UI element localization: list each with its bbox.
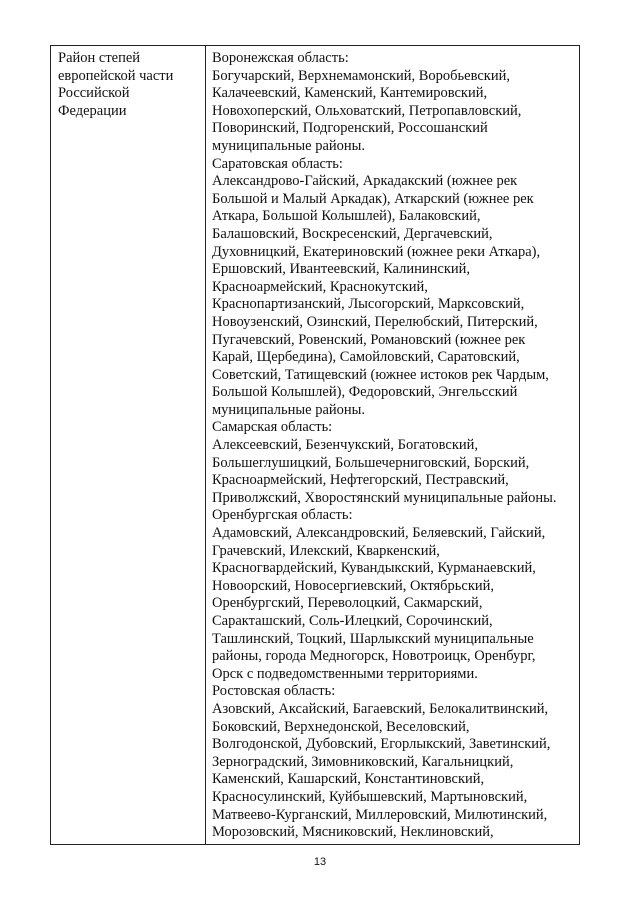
areas-line: Краснопартизанский, Лысогорский, Марксовский,	[212, 296, 525, 313]
areas-line: районы, города Медногорск, Новотроицк, Оренбург,	[212, 648, 536, 665]
areas-line: Волгодонской, Дубовский, Егорлыкский, Заветинский,	[212, 736, 551, 753]
areas-line: Духовницкий, Екатериновский (южнее реки Аткара),	[212, 243, 541, 260]
areas-line: Красногвардейский, Кувандыкский, Курманаевский,	[212, 560, 536, 577]
areas-line: Ташлинский, Тоцкий, Шарлыкский муниципальные	[212, 630, 534, 647]
areas-line: Красноармейский, Нефтегорский, Пестравский,	[212, 472, 509, 489]
region-name-cell	[58, 50, 203, 120]
areas-line: муниципальные районы.	[212, 137, 366, 154]
areas-line: Большой Колышлей), Федоровский, Энгельсский	[212, 384, 518, 401]
areas-line: Новохоперский, Ольховатский, Петропавловский,	[212, 102, 522, 119]
areas-line: Оренбургский, Переволоцкий, Сакмарский,	[212, 595, 483, 612]
areas-line: Приволжский, Хворостянский муниципальные районы.	[212, 489, 557, 506]
areas-line: Грачевский, Илекский, Кваркенский,	[212, 542, 440, 559]
column-divider	[205, 46, 206, 844]
areas-line: Аткара, Большой Колышлей), Балаковский,	[212, 208, 481, 225]
regions-table	[50, 45, 580, 845]
areas-list-cell	[212, 50, 577, 842]
areas-line: Саракташский, Соль-Илецкий, Сорочинский,	[212, 613, 493, 629]
areas-line: Красноармейский, Краснокутский,	[212, 278, 428, 295]
areas-line: муниципальные районы.	[212, 401, 366, 418]
areas-line: Морозовский, Мясниковский, Неклиновский,	[212, 824, 494, 841]
areas-line: Красносулинский, Куйбышевский, Мартыновский,	[212, 788, 528, 805]
areas-line: Поворинский, Подгоренский, Россошанский	[212, 120, 488, 137]
areas-line: Александрово-Гайский, Аркадакский (южнее рек	[212, 173, 518, 190]
areas-line: Большеглушицкий, Большечерниговский, Борский,	[212, 454, 530, 471]
areas-line: Воронежская область:	[212, 50, 349, 66]
areas-line: Большой и Малый Аркадак), Аткарский (южнее рек	[212, 190, 534, 207]
areas-line: Саратовская область:	[212, 155, 343, 172]
areas-line: Орск с подведомственными территориями.	[212, 665, 478, 682]
areas-line: Зерноградский, Зимовниковский, Кагальницкий,	[212, 753, 514, 770]
areas-line: Алексеевский, Безенчукский, Богатовский,	[212, 437, 479, 454]
areas-line: Калачеевский, Каменский, Кантемировский,	[212, 85, 488, 102]
region-name-line: Район степей	[58, 50, 141, 66]
areas-line: Оренбургская область:	[212, 507, 353, 524]
region-name-line: европейской части	[58, 67, 174, 84]
areas-line: Адамовский, Александровский, Беляевский, Гайский,	[212, 525, 546, 542]
areas-line: Матвеево-Курганский, Миллеровский, Милютинский,	[212, 806, 548, 823]
areas-line: Богучарский, Верхнемамонский, Воробьевский,	[212, 67, 510, 84]
region-name-line: Российской	[58, 85, 130, 102]
areas-line: Самарская область:	[212, 419, 333, 436]
areas-line: Карай, Щербедина), Самойловский, Саратовский,	[212, 349, 520, 366]
areas-line: Ростовская область:	[212, 683, 336, 700]
page-number: 13	[313, 856, 327, 868]
areas-line: Балашовский, Воскресенский, Дергачевский,	[212, 225, 493, 242]
areas-line: Ершовский, Ивантеевский, Калининский,	[212, 261, 471, 278]
areas-line: Советский, Татищевский (южнее истоков рек Чардым,	[212, 366, 549, 383]
areas-line: Новоорский, Новосергиевский, Октябрьский,	[212, 577, 495, 594]
areas-line: Пугачевский, Ровенский, Романовский (южнее рек	[212, 331, 526, 348]
areas-line: Боковский, Верхнедонской, Веселовский,	[212, 718, 470, 735]
areas-line: Азовский, Аксайский, Багаевский, Белокалитвинский,	[212, 700, 549, 717]
areas-line: Новоузенский, Озинский, Перелюбский, Питерский,	[212, 313, 538, 330]
region-name-line: Федерации	[58, 102, 127, 119]
areas-line: Каменский, Кашарский, Константиновский,	[212, 771, 485, 788]
